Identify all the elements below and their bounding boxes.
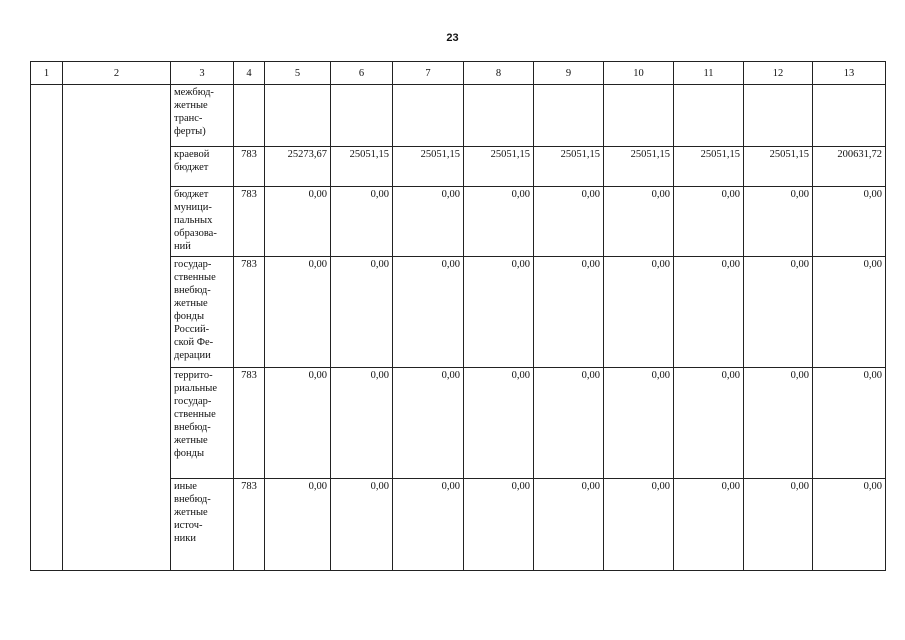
amount-cell: 0,00 (813, 368, 886, 479)
amount-cell: 0,00 (534, 257, 604, 368)
budget-code: 783 (234, 187, 265, 257)
amount-cell: 0,00 (604, 368, 674, 479)
header-row (31, 62, 886, 85)
budget-code: 783 (234, 147, 265, 187)
page-number: 23 (446, 32, 459, 44)
amount-cell: 0,00 (265, 368, 331, 479)
amount-cell (393, 85, 464, 147)
amount-cell (464, 85, 534, 147)
amount-cell: 0,00 (393, 479, 464, 571)
amount-cell: 0,00 (464, 187, 534, 257)
amount-cell: 25051,15 (604, 147, 674, 187)
merged-cell-col-1 (31, 85, 63, 571)
table-row (31, 85, 886, 147)
amount-cell: 0,00 (265, 187, 331, 257)
header-cell: 10 (604, 62, 674, 85)
amount-cell: 0,00 (393, 257, 464, 368)
amount-cell: 0,00 (265, 257, 331, 368)
amount-cell: 0,00 (464, 479, 534, 571)
amount-cell: 0,00 (813, 187, 886, 257)
amount-cell: 0,00 (464, 368, 534, 479)
amount-cell (265, 85, 331, 147)
header-cell: 1 (31, 62, 63, 85)
amount-cell: 0,00 (534, 368, 604, 479)
amount-cell: 0,00 (331, 187, 393, 257)
funding-source-name: краевой бюджет (171, 147, 234, 187)
amount-cell: 0,00 (674, 368, 744, 479)
amount-cell (331, 85, 393, 147)
header-cell: 3 (171, 62, 234, 85)
header-cell: 11 (674, 62, 744, 85)
amount-cell: 0,00 (534, 187, 604, 257)
amount-cell (813, 85, 886, 147)
header-cell: 8 (464, 62, 534, 85)
amount-cell (604, 85, 674, 147)
header-cell: 2 (63, 62, 171, 85)
funding-source-name: государ- ственные внебюд- жетные фонды Россий- ской Фе- дерации (171, 257, 234, 368)
budget-code (234, 85, 265, 147)
amount-cell: 0,00 (331, 368, 393, 479)
amount-cell: 0,00 (744, 257, 813, 368)
budget-code: 783 (234, 368, 265, 479)
header-cell: 13 (813, 62, 886, 85)
amount-cell: 0,00 (331, 257, 393, 368)
amount-cell: 0,00 (604, 257, 674, 368)
header-cell: 6 (331, 62, 393, 85)
amount-cell: 25051,15 (674, 147, 744, 187)
funding-source-name: террито- риальные государ- ственные внебюд- жетные фонды (171, 368, 234, 479)
budget-code: 783 (234, 257, 265, 368)
amount-cell: 0,00 (813, 257, 886, 368)
header-cell: 9 (534, 62, 604, 85)
amount-cell: 25051,15 (744, 147, 813, 187)
amount-cell: 25273,67 (265, 147, 331, 187)
amount-cell: 0,00 (674, 187, 744, 257)
amount-cell (674, 85, 744, 147)
amount-cell: 0,00 (744, 368, 813, 479)
funding-source-name: иные внебюд- жетные источ- ники (171, 479, 234, 571)
amount-cell: 0,00 (674, 479, 744, 571)
amount-cell: 0,00 (744, 187, 813, 257)
budget-code: 783 (234, 479, 265, 571)
amount-cell: 0,00 (604, 187, 674, 257)
header-cell: 5 (265, 62, 331, 85)
amount-cell: 0,00 (464, 257, 534, 368)
amount-cell: 200631,72 (813, 147, 886, 187)
header-cell: 7 (393, 62, 464, 85)
amount-cell: 0,00 (534, 479, 604, 571)
merged-cell-col-2 (63, 85, 171, 571)
funding-source-name: бюджет муници- пальных образова- ний (171, 187, 234, 257)
budget-table (30, 61, 886, 571)
amount-cell: 25051,15 (331, 147, 393, 187)
amount-cell: 0,00 (393, 368, 464, 479)
amount-cell: 0,00 (265, 479, 331, 571)
funding-source-name: межбюд- жетные транс- ферты) (171, 85, 234, 147)
amount-cell: 0,00 (744, 479, 813, 571)
amount-cell (534, 85, 604, 147)
amount-cell: 0,00 (674, 257, 744, 368)
header-cell: 4 (234, 62, 265, 85)
amount-cell: 25051,15 (464, 147, 534, 187)
amount-cell: 0,00 (604, 479, 674, 571)
amount-cell: 0,00 (331, 479, 393, 571)
amount-cell: 0,00 (393, 187, 464, 257)
amount-cell: 25051,15 (393, 147, 464, 187)
amount-cell: 25051,15 (534, 147, 604, 187)
amount-cell: 0,00 (813, 479, 886, 571)
amount-cell (744, 85, 813, 147)
header-cell: 12 (744, 62, 813, 85)
